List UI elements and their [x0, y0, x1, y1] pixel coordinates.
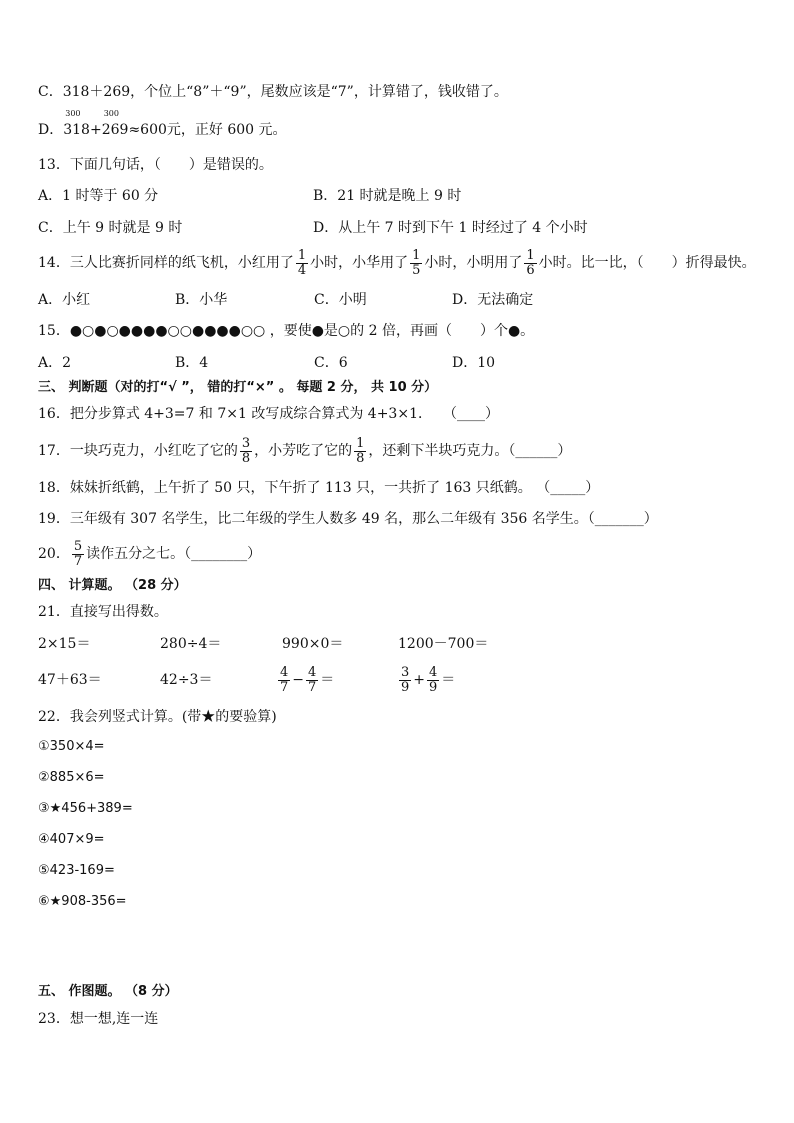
q21-item-2: 280÷4＝	[160, 636, 222, 652]
fraction-4-7-b: $\frac{4}{7}$	[308, 664, 317, 695]
q12-option-d: D． 300 318+ 300 269≈600元，正好 600 元。	[38, 109, 287, 138]
fraction-1-8: $\frac{1}{8}$	[356, 435, 365, 466]
q18: 18．妹妹折纸鹤，上午折了 50 只，下午折了 113 只，一共折了 163 只纸鹤。 （_____）	[38, 480, 600, 496]
q13-option-c: C．上午 9 时就是 9 时	[38, 220, 183, 236]
q22-item-6: ⑥★908-356=	[38, 894, 127, 909]
fraction-4-7-a: $\frac{4}{7}$	[280, 664, 289, 695]
fraction-5-7: $\frac{5}{7}$	[73, 538, 83, 569]
q21-item-8: $\frac{3}{9}$ + $\frac{4}{9}$ ＝	[401, 664, 456, 695]
q23-stem: 23．想一想,连一连	[38, 1011, 159, 1027]
q15-stem: 15．●○●○●●●●○○●●●●○○ ，要使●是○的 2 倍，再画（ ）个●。	[38, 323, 535, 339]
q22-item-1: ①350×4=	[38, 739, 105, 754]
q14-option-b: B．小华	[175, 292, 228, 308]
q14-option-c: C．小明	[314, 292, 367, 308]
q17: 17．一块巧克力，小红吃了它的 $\frac{3}{8}$ ，小芳吃了它的 $\frac{1}{8}$ ，还剩下半块巧克力。（______）	[38, 435, 572, 466]
q19: 19．三年级有 307 名学生，比二年级的学生人数多 49 名，那么二年级有 356 名学生。（_______）	[38, 511, 658, 527]
fraction-3-9: $\frac{3}{9}$	[401, 664, 410, 695]
q13-option-b: B．21 时就是晚上 9 时	[313, 188, 462, 204]
q15-option-a: A．2	[38, 355, 72, 371]
q20: 20． $\frac{5}{7}$ 读作五分之七。（________）	[38, 538, 262, 569]
q13-option-d: D．从上午 7 时到下午 1 时经过了 4 个小时	[313, 220, 588, 236]
q12-d-number-2: 300 269	[101, 109, 129, 138]
q15-option-d: D．10	[452, 355, 496, 371]
fraction-1-4: $\frac{1}{4}$	[297, 247, 307, 278]
section-4-title: 四、 计算题。 （28 分）	[38, 578, 187, 593]
q21-item-7: $\frac{4}{7}$ − $\frac{4}{7}$ ＝	[280, 664, 335, 695]
q13-option-a: A．1 时等于 60 分	[38, 188, 159, 204]
q22-item-2: ②885×6=	[38, 770, 105, 785]
q21-item-3: 990×0＝	[282, 636, 344, 652]
q22-item-3: ③★456+389=	[38, 801, 133, 816]
q16: 16．把分步算式 4+3=7 和 7×1 改写成综合算式为 4+3×1． （____）	[38, 406, 499, 422]
q21-item-1: 2×15＝	[38, 636, 91, 652]
fraction-1-5: $\frac{1}{5}$	[412, 247, 421, 278]
fraction-1-6: $\frac{1}{6}$	[526, 247, 535, 278]
q13-stem: 13．下面几句话，（ ）是错误的。	[38, 157, 273, 173]
q22-stem: 22．我会列竖式计算。(带★的要验算)	[38, 709, 277, 725]
q22-item-5: ⑤423-169=	[38, 863, 115, 878]
estimate-2: 300	[103, 109, 119, 118]
q22-item-4: ④407×9=	[38, 832, 105, 847]
q21-item-4: 1200－700＝	[398, 636, 489, 652]
estimate-1: 300	[65, 109, 81, 118]
q15-option-c: C．6	[314, 355, 348, 371]
q14-stem: 14．三人比赛折同样的纸飞机，小红用了 $\frac{1}{4}$ 小时，小华用了 $\frac{1}{5}$ 小时，小明用了 $\frac{1}{6}$ 小时。比一比，（ ）折得最快。	[38, 247, 756, 278]
q14-option-a: A．小红	[38, 292, 91, 308]
q16-answer-blank[interactable]: （____）	[449, 406, 499, 422]
q14-option-d: D．无法确定	[452, 292, 534, 308]
fraction-3-8: $\frac{3}{8}$	[241, 435, 251, 466]
q12-option-c: C．318＋269，个位上“8”＋“9”，尾数应该是“7”，计算错了，钱收错了。	[38, 84, 508, 100]
q21-stem: 21．直接写出得数。	[38, 604, 168, 620]
q15-option-b: B．4	[175, 355, 209, 371]
q12-d-number-1: 300 318	[63, 109, 90, 138]
section-5-title: 五、 作图题。 （8 分）	[38, 984, 178, 999]
section-3-title: 三、 判断题（对的打“√ ”， 错的打“×” 。 每题 2 分， 共 10 分）	[38, 380, 438, 395]
fraction-4-9: $\frac{4}{9}$	[429, 664, 438, 695]
q21-item-6: 42÷3＝	[160, 672, 213, 688]
q21-item-5: 47＋63＝	[38, 672, 102, 688]
